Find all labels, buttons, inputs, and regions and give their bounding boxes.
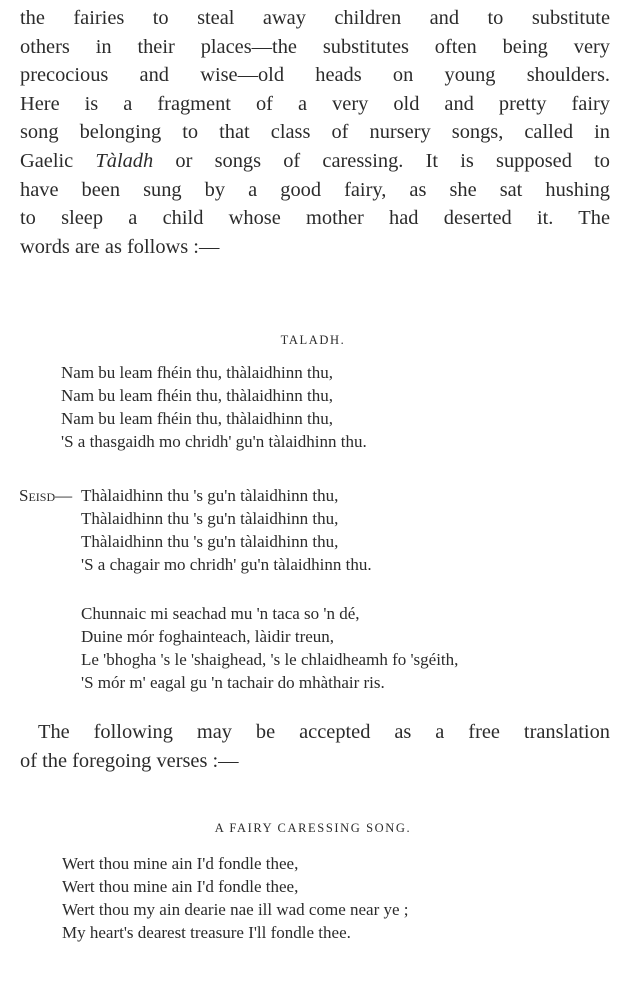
intro-line: precocious and wise—old heads on young shoulders. xyxy=(20,64,610,87)
intro-text: Gaelic xyxy=(20,149,96,172)
intro-line: words are as follows :— xyxy=(20,235,220,258)
verse-line: Thàlaidhinn thu 's gu'n tàlaidhinn thu, xyxy=(81,486,339,505)
chorus-first-line xyxy=(19,484,372,507)
translation-intro xyxy=(20,718,610,775)
english-song-title: A FAIRY CARESSING SONG. xyxy=(214,821,412,835)
taladh-italic-word: Tàladh xyxy=(95,149,154,172)
verse-line: Thàlaidhinn thu 's gu'n tàlaidhinn thu, xyxy=(81,509,339,528)
verse-line: Thàlaidhinn thu 's gu'n tàlaidhinn thu, xyxy=(81,532,339,551)
intro-text: or songs of caressing. It is supposed to xyxy=(153,149,610,172)
verse-line: Duine mór foghainteach, làidir treun, xyxy=(81,627,335,646)
verse-line: Le 'bhogha 's le 'shaighead, 's le chlaidheamh fo 'sgéith, xyxy=(81,650,459,669)
verse-line: Wert thou mine ain I'd fondle thee, xyxy=(62,877,299,896)
verse-line: Nam bu leam fhéin thu, thàlaidhinn thu, xyxy=(61,386,333,405)
intro-line: the fairies to steal away children and to substitute xyxy=(20,7,610,29)
verse-line: My heart's dearest treasure I'll fondle thee. xyxy=(62,923,351,942)
gaelic-chorus xyxy=(19,484,372,576)
gaelic-verse-2 xyxy=(81,602,458,694)
translation-line: The following may be accepted as a free translation xyxy=(38,721,610,743)
intro-line: to sleep a child whose mother had deserted it. The xyxy=(20,207,610,230)
intro-line-gaelic xyxy=(20,147,610,176)
verse-line: Wert thou mine ain I'd fondle thee, xyxy=(62,854,299,873)
verse-line: 'S mór m' eagal gu 'n tachair do mhàthair ris. xyxy=(81,673,385,692)
verse-line: Nam bu leam fhéin thu, thàlaidhinn thu, xyxy=(61,363,333,382)
intro-line: others in their places—the substitutes often being very xyxy=(20,35,610,58)
intro-line: have been sung by a good fairy, as she sat hushing xyxy=(20,178,610,201)
intro-paragraph xyxy=(20,4,610,261)
verse-line: 'S a thasgaidh mo chridh' gu'n tàlaidhinn thu. xyxy=(61,432,367,451)
verse-line: Nam bu leam fhéin thu, thàlaidhinn thu, xyxy=(61,409,333,428)
translation-line: of the foregoing verses :— xyxy=(20,749,239,772)
intro-line: song belonging to that class of nursery songs, called in xyxy=(20,121,610,144)
gaelic-song-title: TALADH. xyxy=(280,333,346,347)
english-verse xyxy=(62,852,409,944)
verse-line: Chunnaic mi seachad mu 'n taca so 'n dé, xyxy=(81,604,360,623)
gaelic-verse-1 xyxy=(61,361,367,453)
intro-line: Here is a fragment of a very old and pretty fairy xyxy=(20,92,610,115)
verse-line: Wert thou my ain dearie nae ill wad come near ye ; xyxy=(62,900,409,919)
verse-line: 'S a chagair mo chridh' gu'n tàlaidhinn thu. xyxy=(81,555,372,574)
chorus-label: Seisd— xyxy=(19,486,73,505)
